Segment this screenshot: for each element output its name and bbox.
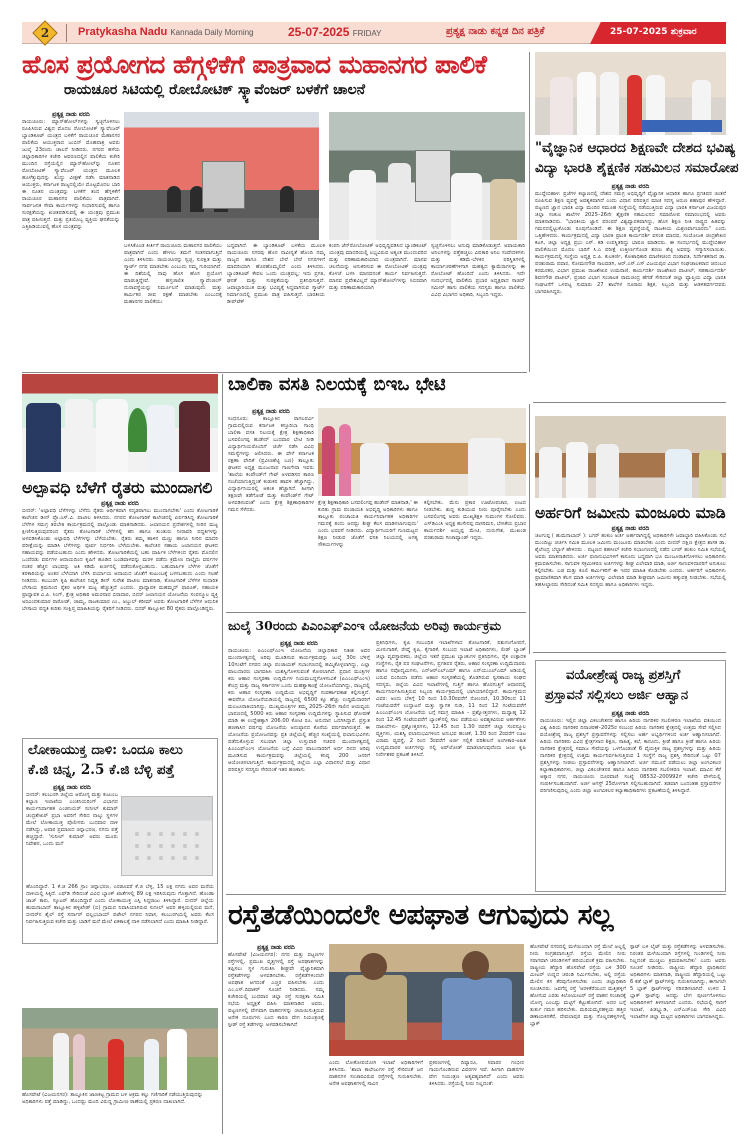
robotic-subheadline: ರಾಯಚೂರ ಸಿಟಿಯಲ್ಲಿ ರೋಬೋಟಿಕ್ ಸ್ಕ್ಯಾವೆಂಜರ್ ಬಳಕೆಗೆ ಚಾಲನೆ <box>64 82 366 98</box>
land-photo <box>535 416 726 498</box>
field-visit-caption: ಹೊಸಪೇಟೆ (ವಿಜಯನಗರ): ತಾಲ್ಲೂಕಿನ ಜಾಣಕಟ್ಟ ಗ್ರಾಮದ ಬಳಿ ಅಕ್ರಮ ಕಲ್ಲು ಗಣಿಗಾರಿಕೆ ನಡೆಯುತ್ತಿರುವುದನ್ನು ಅಧಿಕಾರಿಗಳು ಪತ್ತೆ ಮಾಡಿದ್ದು, ಒಂದಷ್ಟು ಮಂದಿ ವಿರುದ್ಧ ಗ್ರಾಮೀಣ ಠಾಣೆಯಲ್ಲಿ ಪ್ರಕರಣ ದಾಖಲಾಗಿದೆ. <box>22 1092 203 1105</box>
road-accident-body-col1: ಹೊಸಪೇಟೆ (ವಿಜಯನಗರ): ನಗರ ಮತ್ತು ಪಟ್ಟಣಗಳ ರಸ್ತೆಗಳಲ್ಲಿ, ಪ್ರಮುಖ ವೃತ್ತಗಳಲ್ಲಿ ರಸ್ತೆ ಅಪಘಾತಗಳನ್ನು ತಪ್ಪಿಸಲು ಸ್ಥಳ ಗುರುತಿಸಿ ಶೀಘ್ರವೇ ವೈಜ್ಞಾನಿಕವಾಗಿ ರಸ್ತೆತಡೆಗಳನ್ನು ಅಳವಡಿಸಬೇಕು. ರಸ್ತೆತಡೆಗಳಿಂದಲೇ ಅಪಘಾತ ಆಗದಂತೆ ಎಚ್ಚರ ವಹಿಸಬೇಕು ಎಂದು ಎಂ.ಎಸ್.ದಿವಾಕರ್ ಸೂಚನೆ ನೀಡಿದರು. ನಮ್ಮ ಕಚೇರಿಯಲ್ಲಿ ಬುಧವಾರ ಜಿಲ್ಲಾ ರಸ್ತೆ ಸುರಕ್ಷತಾ ಸಮಿತಿ ಸಭೆಯ ಅಧ್ಯಕ್ಷತೆ ವಹಿಸಿ ಮಾತನಾಡಿದ ಅವರು, ಪಟ್ಟಣಗಳಲ್ಲಿ ವೇಗವಾಗಿ ವಾಹನಗಳನ್ನು ಚಲಾಯಿಸುತ್ತಿರುವ ಅನೇಕ ದೂರುಗಳು ಬಂದ ಕಾರಣ ವೇಗ ನಿಯಂತ್ರಣಕ್ಕೆ ಸ್ಪೀಡ್ ರಸ್ತೆ ತಡೆಗಳನ್ನು ಅಳವಡಿಸಬೇಕಾಗಿದೆ <box>228 952 324 1028</box>
column-divider <box>529 52 530 372</box>
hostel-byline: ಪ್ರತ್ಯಕ್ಷ ನಾಡು ವರದಿ <box>252 408 290 415</box>
pmfme-body-col1: ರಾಯಚೂರು: ಪಿಎಂಎಫ್‌ಎಂಇ ಯೋಜನೆಯ ಜಿಲ್ಲಾಧಿಕಾರಿ ನಿತೀಶ ಅವರ ಮುಂದಾಳತ್ವದಲ್ಲಿ ಅರಿವು ಮೂಡಿಸುವ ಕಾರ್ಯಕ್ರಮವನ್ನು ಜುಲೈ 30ರ ಬೆಳಿಗ್ಗೆ 10ಗಂಟೆಗೆ ನಗರದ ಜಿಲ್ಲಾ ಪಂಚಾಯತ್ ಸಭಾಂಗಣದಲ್ಲಿ ಹಮ್ಮಿಕೊಳ್ಳಲಾಗಿದ್ದು, ಎಲ್ಲಾ ಪಾಲುದಾರರು ಭಾಗವಹಿಸಿ ಯಶಸ್ವಿಗೊಳಿಸುವಂತೆ ಕೋರಲಾಗಿದೆ. ಪ್ರಧಾನ ಮಂತ್ರಿಗಳ ಕಿರು ಆಹಾರ ಸಂಸ್ಕರಣಾ ಉದ್ದಿಮೆಗಳ ನಿಯಮಬದ್ಧಗೊಳಿಸುವಿಕೆ (ಪಿಎಂಎಫ್‌ಎಂಇ) ಕೇಂದ್ರ ಮತ್ತು ರಾಜ್ಯ ಸರ್ಕಾರಗಳ ಒಂದು ಮಹತ್ವಾಕಾಂಕ್ಷೆ ಯೋಜನೆಯಾಗಿದ್ದು, ರಾಜ್ಯದಲ್ಲಿ ಕಿರು ಆಹಾರ ಸಂಸ್ಕರಣಾ ಉದ್ದಿಮೆಯ ಅಭಿವೃದ್ಧಿಗೆ ಸುವರ್ಣಾವಕಾಶ ಕಲ್ಪಿಸುತ್ತದೆ. ಈವರೆಗೂ ಯೋಜನೆಯಡಿಯಲ್ಲಿ ರಾಜ್ಯದಲ್ಲಿ 6500 ಕ್ಕೂ ಹೆಚ್ಚು ಉದ್ದಿಮೆದಾರರಿಗೆ ಮಂಜೂರಾತಿಯಾಗಿದ್ದು, ಮುಖ್ಯಮಂತ್ರಿಗಳ ತಮ್ಮ 2025–26ನೇ ಸಾಲಿನ ಆಯವ್ಯಯ ಭಾಷಣದಲ್ಲಿ 5000 ಕಿರು ಆಹಾರ ಸಂಸ್ಕರಣಾ ಉದ್ದಿಮೆಗಳನ್ನು ಸ್ಥಾಪಿಸುವ ಘೋಷಣೆ ಮಾಡಿ ಈ ಉದ್ದೇಶಕ್ಕಾಗಿ 206.00 ಕೋಟಿ ರೂ. ಅನುದಾನ ಒದಗಿಸಿದ್ದಾರೆ. ಪ್ರಸ್ತುತ ಹಣಕಾಸಿನ ವರ್ಷವು ಯೋಜನೆಯ ಅನುಷ್ಠಾನದ ಕೊನೆಯ ವರ್ಷವಾಗಿರುತ್ತದೆ. ಈ ಯೋಜನೆಯ ಪ್ರಯೋಜನವನ್ನು ಪ್ರತಿ ಜಿಲ್ಲೆಯಲ್ಲಿ ಹೆಚ್ಚಿನ ಸಂಖ್ಯೆಯಲ್ಲಿ ಫಲಾನುಭವಿಗಳು ಪಡೆದುಕೊಳ್ಳುವ ಸಲುವಾಗಿ ಜಿಲ್ಲಾ ಉಸ್ತುವಾರಿ ಸಚಿವರ ಮುಂದಾಳತ್ವದಲ್ಲಿ ಪಿಎಂಎಫ್‌ಎಂಇ ಯೋಜನೆಯ ಬಗ್ಗೆ ವಿವಿಧ ಪಾಲುದಾರರಿಗೆ ಅರ್ಧ ದಿನದ ಅರಿವು ಮೂಡಿಸುವ ಕಾರ್ಯಕ್ರಮವನ್ನು ಜಿಲ್ಲೆಯಲ್ಲಿ ಕನಿಷ್ಠ 200 ಜನರಿಗೆ ಆಯೋಜಿಸಲಾಗುತ್ತಿದೆ. ಕಾರ್ಯಕ್ರಮದಲ್ಲಿ ಜಿಲ್ಲೆಯ ಎಲ್ಲಾ ವಿಧಾನಸಭೆ ಮತ್ತು ವಿಧಾನ ಪರಿಷತ್ತಿನ ಸದಸ್ಯರು ಸೇರಿದಂತೆ ಇತರ ಹಣಕಾಸು <box>228 648 370 773</box>
robotic-body-col5: ಸ್ವಚ್ಛಗೊಳಿಸಲು ಅನುವು ಮಾಡಿಕೊಡುತ್ತದೆ. ಅಪಾಯಕಾರಿ ಅನಿಲಗಳನ್ನು ಪತ್ತೆಹಚ್ಚಲು ವಿಷಕಾರಿ ಅನಿಲ ಸಂವೇದಕಗಳು ಮತ್ತು ಕಡಿಮೆ-ಬೆಳಕಿನ ಪರಿಸ್ಥಿತಿಗಳಲ್ಲಿ ಕಾರ್ಯಾಚರಣೆಗಳಿಗಾಗಿ ಮಹತ್ವದ ಕ್ಯಾಮೆರಾಗಳನ್ನು ಈ ರೋಬೋಟ್ ಹೊಂದಿದೆ ಎಂದು ತಿಳಿಸಿದರು. ಇದೇ ಸಂದರ್ಭದಲ್ಲಿ ಪಾಲಿಕೆಯ ಪ್ರಭಾರ ಅಧ್ಯಕ್ಷರಾದ ಸಾಜಿದ್ ಸಮೀರ್ ಹಾಗು ಪಾಲಿಕೆಯ ಸದಸ್ಯರು ಹಾಗೂ ಪಾಲಿಕೆಯ ವಿವಿಧ ವಿಭಾಗದ ಅಧಿಕಾರಿ, ಸಿಬ್ಬಂದಿ ಇದ್ದರು. <box>431 243 525 298</box>
paper-name <box>78 26 254 38</box>
lokayukta-headline-line2: ಕೆ.ಜಿ ಚಿನ್ನ, 2.5 ಕೆ.ಜಿ ಬೆಳ್ಳಿ ಪತ್ತೆ <box>28 762 175 778</box>
page-number: 2 <box>40 26 50 40</box>
senior-award-headline-line2: ಪ್ರಸ್ತಾವನೆ ಸಲ್ಲಿಸಲು ಅರ್ಜಿ ಆಹ್ವಾನ <box>545 688 689 703</box>
robotic-photo-crowd <box>329 112 525 240</box>
issue-date-text: 25-07-2025 <box>288 25 350 39</box>
farmers-body: ಬೀದರ್: 'ಅಲ್ಪಾವಧಿ ಬೆಳೆಗಳನ್ನು ಬೆಳೆದು ರೈತರು ಆರ್ಥಿಕವಾಗಿ ಸದೃಢರಾಗಲು ಮುಂದಾಗಬೇಕು' ಎಂದು ತೋಟಗಾರಿಕೆ ಕಾಲೇಜಿನ ಡೀನ್ ಪ್ರೊ.ಎಸ್.ವಿ. ಪಾಟೀಲ ತಿಳಿಸಿದರು. ನಗರದ ತೋಟಗಾರಿಕೆ ಕಾಲೇಜಿನಲ್ಲಿ ಏರ್ಪಡಿಸಿದ್ದ ತೋಟಗಾರಿಕೆ ಬೆಳೆಗಳ ಸಮಗ್ರ ತರಬೇತಿ ಕಾರ್ಯಕ್ರಮದಲ್ಲಿ ಪಾಲ್ಗೊಂಡು ಮಾತನಾಡಿದರು. ಜಲಾನಯನ ಪ್ರದೇಶಗಳಲ್ಲಿ ನೀರಿನ ಮಟ್ಟ ಕ್ಷೀಣಿಸುತ್ತಿರುವುದರಿಂದ ರೈತರು ತೋಟಗಾರಿಕೆ ಬೆಳೆಗಳಲ್ಲಿ ಹನಿ ಹಾಗೂ ತುಂತುರು ನೀರಾವರಿ ಪದ್ಧತಿಗಳನ್ನು ಅಳವಡಿಸಿಕೊಂಡು ಅಲ್ಪಾವಧಿ ಬೆಳೆಗಳನ್ನು ಬೆಳೆಯಬೇಕು. ರೈತರು ತಮ್ಮ ಹಾಳಿನ ಮಣ್ಣು ಹಾಗೂ ನೀರಿನ ಮಾದರಿ ಪರೀಕ್ಷೆಯನ್ನು ಮಾಡಿಸಿ ಬೆಳೆಗಳನ್ನು ಪೂರ್ವ ನಿರ್ಧರಿಸಿ ಬೆಳೆಯಬೇಕು. ಕಾಲೇಜಿನ ಸಹಾಯ ಜಲಾನಯನ ಘಟಕದ ಸಹಾಯವನ್ನು ಪಡೆಯಬಹುದು ಎಂದು ಹೇಳಿದರು. ತೋಟಗಾರಿಕೆಯಲ್ಲಿ ಬಹು ವಾರ್ಷಿಕ ಬೆಳೆಗಳಿಂದ ರೈತರು ಮೊದಲಿನ ಒಂದೆರಡು ವರ್ಷಗಳ ಆದಾಯದಿಂದ ಕೃಷಿಗೆ ಹೂಡಿದ ಬಂಡವಾಳವನ್ನು ಮರಳಿ ಪಡೆದು ಕ್ರಮೇಣ ನಾಲ್ಕೈದು ವರ್ಷಗಳ ನಂತರ ಹೆಚ್ಚಿನ ಲಾಭವನ್ನು ಅತಿ ಕಡಿಮೆ ಖರ್ಚಿನಲ್ಲಿ ಪಡೆದುಕೊಳ್ಳಬಹುದು. ಬಹುವಾರ್ಷಿಕ ಬೆಳೆಗಳ ಜೊತೆಗೆ ತರಕಾರಿಯನ್ನು ಅಂತರ ಬೆಳೆಯಾಗಿ ಬೆಳೆಸಿ ಪರ್ಯಾಯ ಆದಾಯದ ಜೊತೆಗೆ ಕುಟುಂಬಕ್ಕೆ ಬಳಸಬಹುದು ಎಂದು ಸಲಹೆ ನೀಡಿದರು. ಕಲಬುರಗಿ ಕೃಷಿ ಕಾಲೇಜಿನ ನಿವೃತ್ತ ಡೀನ್ ಸುರೇಶ ಪಾಟೀಲ ಮಾತನಾಡಿ, ತೋಟಗಾರಿಕೆ ಬೆಳೆಗಳ ಸುಧಾರಿತ ಬೇಸಾಯ ಕ್ರಮದಿಂದ ರೈತರ ಆರ್ಥಿಕ ಮಟ್ಟ ಹೆಚ್ಚುತ್ತದೆ ಎಂದರು. ಪ್ರಾಧ್ಯಾಪಕ ಮಹಮ್ಮದ್ ಫಾರೂಕ್, ಸಹಾಯಕ ಪ್ರಾಧ್ಯಾಪಕ ವಿ.ಪಿ. ಸಿಂಗ್, ಕ್ಷೇತ್ರ ಅಧಿಕಾರಿ ಅಮರನಾಥ ಬಿರಾದಾರ, ಬಿದರ್ ಜಲಾನಯನ ಯೋಜನೆಯ ಸಂಪನ್ಮೂಲ ವ್ಯಕ್ತಿ ಅರವಿಂದಕುಮಾರ ರಾಠೋಡ್, ಚಾಮ್ಯ, ರಾಜಕುಮಾರ ಎಂ., ಅಬ್ದುಲ್ ಕರೀಮ್ ಅವರು ತೋಟಗಾರಿಕೆ ಬೆಳೆಗಳ ಆಧುನಿಕ ಬೇಸಾಯ ಪದ್ಧತಿ ಕುರಿತು ಸಂಕ್ಷಿಪ್ತ ಮಾಹಿತಿಯನ್ನು ರೈತರಿಗೆ ನೀಡಿದರು. ಬಿದರ್ ತಾಲ್ಲೂಕಿನ 80 ರೈತರು ಪಾಲ್ಗೊಂಡಿದ್ದರು. <box>22 508 218 612</box>
lokayukta-headline-line1: ಲೋಕಾಯುಕ್ತ ದಾಳಿ: ಒಂದೂ ಕಾಲು <box>28 742 183 758</box>
section-divider <box>533 402 726 403</box>
hostel-photo <box>318 408 526 496</box>
senior-award-body: ರಾಯಚೂರು: ಇಲ್ಲಿನ ಜಿಲ್ಲಾ ವಿಕಲಚೇತನರ ಹಾಗೂ ಹಿರಿಯ ನಾಗರಿಕರ ಸಬಲೀಕರಣ ಇಲಾಖೆಯ ವತಿಯಿಂದ ವಿಶ್ವ ಹಿರಿಯ ನಾಗರಿಕರ ದಿನಾಚರಣೆ–2025ರ ಸಂಬಂಧ ಹಿರಿಯ ನಾಗರಿಕರ ಕ್ಷೇತ್ರದಲ್ಲಿ ಉತ್ತಮ ಸೇವೆ ಸಲ್ಲಿಸಿದ ವಯೋಶ್ರೇಷ್ಠ ರಾಜ್ಯ ಪ್ರಶಸ್ತಿಗೆ ಪ್ರಸ್ತಾವನೆಗಳನ್ನು ಸಲ್ಲಿಸಲು ಅರ್ಹ ಅಭ್ಯರ್ಥಿಗಳಿಂದ ಅರ್ಜಿ ಆಹ್ವಾನಿಸಲಾಗಿದೆ. ಹಿರಿಯ ನಾಗರಿಕರು ವಿವಿಧ ಕ್ಷೇತ್ರಗಳಾದ ಶಿಕ್ಷಣ, ಸಾಹಿತ್ಯ, ಕಲೆ, ಕಾನೂನು, ಕ್ರೀಡೆ ಹಾಗೂ ಕ್ರೀಡೆ ಹಾಗೂ ಹಿರಿಯ ನಾಗರಿಕರ ಕ್ಷೇತ್ರದಲ್ಲಿ ಸಮಾಜ ಸೇವೆಯನ್ನು ಒಳಗೊಂಡಂತೆ 6 ವೈಯಕ್ತಿಕ ರಾಜ್ಯ ಪ್ರಶಸ್ತಿಗಳನ್ನು ಮತ್ತು ಹಿರಿಯ ನಾಗರಿಕರ ಕ್ಷೇತ್ರದಲ್ಲಿ ಉತ್ತಮ ಕಾರ್ಯನಿರ್ವಹಿಸುತ್ತಿರುವ 1 ಸಂಸ್ಥೆಗೆ ರಾಜ್ಯ ಪ್ರಶಸ್ತಿ ಸೇರಿದಂತೆ ಒಟ್ಟು 07 ಪ್ರಶಸ್ತಿಗಳನ್ನು ನೀಡಲು ಪ್ರಸ್ತಾವನೆಗಳನ್ನು ಆಹ್ವಾನಿಸಲಾಗಿದೆ. ಅರ್ಜಿ ನಮೂನೆ ಪಡೆಯಲು ಜಿಲ್ಲಾ ಅಂಗವಿಕಲರ ಕಲ್ಯಾಣಾಧಿಕಾರಿಗಳು, ಜಿಲ್ಲಾ ವಿಕಲಚೇತನರ ಹಾಗೂ ಹಿರಿಯ ನಾಗರಿಕರ ಸಬಲೀಕರಣ ಇಲಾಖೆ, ಮಾವಿನ ಕೆರೆ ಅಕ್ಕಾದ ನಗರ, ರಾಯಚೂರು ದೂರವಾಣಿ ಸಂಖ್ಯೆ 08532–200992ಗೆ ಕಚೇರಿ ವೇಳೆಯಲ್ಲಿ ಸಂಪರ್ಕಿಸಬಹುದಾಗಿದೆ. ಅರ್ಜಿ ಆಗಸ್ಟ್ 25ರೊಳಗಾಗಿ ಸಲ್ಲಿಸಬಹುದಾಗಿದೆ. ತಡವಾಗಿ ಬಂದಂತಹ ಪ್ರಸ್ತಾವನೆಗಳ ಪರಿಗಣಿಸುವುದಿಲ್ಲ ಎಂದು ಜಿಲ್ಲಾ ಅಂಗವಿಕಲರ ಕಲ್ಯಾಣಾಧಿಕಾರಿಗಳು ಪ್ರಕಟಣೆಯಲ್ಲಿ ತಿಳಿಸಿದ್ದಾರೆ. <box>540 718 721 794</box>
column-divider <box>222 374 223 1134</box>
section-divider <box>22 372 527 373</box>
paper-name-kannada: ಪ್ರತ್ಯಕ್ಷ ನಾಡು ಕನ್ನಡ ದಿನ ಪತ್ರಿಕೆ <box>446 26 545 37</box>
robotic-body-col2: ಬಳಸಿಕೊಂಡ ಕೀರ್ತಿಗೆ ರಾಯಚೂರು ಮಹಾನಗರ ಪಾಲಿಕೆಯು ಪಾತ್ರವಾಗಿದೆ ಎಂದು ಹೇಳಲು ತಮಗೆ ಸಂತಸವಾಗುತ್ತಿದೆ ಎಂದು ತಿಳಿಸಿದರು. ರಾಯಚೂರನ್ನು ಸ್ವಚ್ಛ, ಸುರಕ್ಷಿತ ಮತ್ತು ಸ್ಮಾರ್ಟ್ ನಗರ ಮಾಡಬೇಕು ಎಂಬುದು ನಮ್ಮ ಗುರಿಯಾಗಿದೆ. ಈ ದಿಶೆಯಲ್ಲಿ ನಾವು ಹೊಸ ಹೊಸ ಪ್ರಯೋಗ ಮಾಡುತ್ತಿದ್ದೇವೆ. ಹಸ್ತಚಾಲಿತ ಸ್ಕ್ಯಾವೆಂಜಿಂಗ್ ದುರಾವಸ್ಥೆಯನ್ನು ನಿರ್ಮೂಲನೆ ಮಾಡುವುದು ಮತ್ತು ಕಾರ್ಮಿಕರ ಜೀವ ರಕ್ಷಣೆ ಮಾಡಬೇಕು ಎಂಬುದಕ್ಕೆ ಮಹಾನಗರ ಪಾಲಿಕೆಯು <box>124 243 222 305</box>
pmfme-body-col2: ಪ್ರತಿನಿಧಿಗಳು, ಕೃಷಿ ಸಂಬಂಧಿತ ಇಲಾಖೆಗಳಾದ ತೋಟಗಾರಿಕೆ, ಪಶುಸಂಗೋಪನೆ, ಮೀನುಗಾರಿಕೆ, ರೇಷ್ಮೆ ಕೃಷಿ, ಕೈಗಾರಿಕೆ, ಸಂಬಂಧ ಇಲಾಖೆ ಅಧಿಕಾರಿಗಳು, ಲೀಡ್ ಬ್ಯಾಂಕ್ ಜಿಲ್ಲಾ ವ್ಯವಸ್ಥಾಪಕರು, ಜಿಲ್ಲೆಯ ಇತರೆ ಪ್ರಮುಖ ಬ್ಯಾಂಕುಗಳ ಪ್ರತಿನಿಧಿಗಳು, ರೈತ ಉತ್ಪಾದಕ ಸಂಸ್ಥೆಗಳು, ರೈತ ಪರ ಸಂಘಟನೆಗಳು, ಪ್ರಗತಿಪರ ರೈತರು, ಆಹಾರ ಸಂಸ್ಕರಣಾ ಉದ್ದಿಮೆದಾರರು ಹಾಗೂ ನವೋದ್ಯಮಿಗಳು, ಎನ್‌ಆರ್‌ಎಲ್‌ಎಮ್ ಹಾಗೂ ಎನ್‌ಯುಎಲ್‌ಎಮ್ ಅಡಿಯಲ್ಲಿ ಬರುವ ಬಿಂದಿಯಾ ಪಡೆದು ಆಹಾರ ಸಂಸ್ಕರಣೆಯಲ್ಲಿ ತೊಡಗಿರುವ ಸ್ವಸಹಾಯ ಸಂಘದ ಸದಸ್ಯರು, ಜಿಲ್ಲೆಯ ವಿವಿಧ ಇಲಾಖೆಗಳಲ್ಲಿ ಗುತ್ತಿಗೆ ಹಾಗೂ ಹೊರಗುತ್ತಿಗೆ ಆಧಾರದಲ್ಲಿ ಕಾರ್ಯನಿರ್ವಹಿಸುತ್ತಿರುವ ಸಿಬ್ಬಂದಿ ಕಾರ್ಯಕ್ರಮದಲ್ಲಿ ಭಾಗಿಯಾಗಲಿದ್ದಾರೆ. ಕಾರ್ಯಕ್ರಮದ ವಿವರ: ಅಂದು ಬೆಳಿಗ್ಗೆ 10 ರಿಂದ 10.30ರವರೆಗೆ ನೋಂದಣಿ, 10.30ರಿಂದ 11 ಗಂಟೆಯವರೆಗೆ ಉದ್ಘಾಟನೆ ಮತ್ತು ಸ್ವಾಗತ ನುಡಿ, 11 ರಿಂದ 12 ಗಂಟೆಯವರೆಗೆ ಪಿಎಂಎಫ್‌ಎಂಇ ಯೋಜನೆಯ ಬಗ್ಗೆ ಸಮಗ್ರ ಮಾಹಿತಿ – ಪ್ರಶ್ನೋತ್ತರಗಳು, ಮಧ್ಯಾಹ್ನ 12 ರಿಂದ 12.45 ಗಂಟೆಯವರೆಗೆ ಬ್ಯಾಂಕ್‌ನಲ್ಲಿ ಸಾಲ ಪಡೆಯಲು ಅವಶ್ಯಕವಿರುವ ಅರ್ಹತೆಗಳು ದಾಖಲೆಗಳು- ಪ್ರಶ್ನೋತ್ತರಗಳು, 12.45 ರಿಂದ 1.30 ರವರೆಗೆ ಜಿಲ್ಲಾ ಸಂಪನ್ಮೂಲ ವ್ಯಕ್ತಿಗಳು, ಯಶಸ್ವಿ ಫಲಾನುಭವಿಗಳಿಂದ ಅನುಭವ ಹಂಚಿಕೆ, 1.30 ರಿಂದ 2ರವರೆಗೆ ಊಟ ವಿರಾಮ ವ್ಯವಸ್ಥೆ, 2 ರಿಂದ 3ರವರೆಗೆ ಅರ್ಜಿ ಸಲ್ಲಿಕೆ ಪರಿಶೀಲನೆ ಅಂಗೀಕಾರ-ಅಹಿತ ಉದ್ಯಮದಾರರ ಅರ್ಜಿಗಳನ್ನು ನಲ್ಲಿ ಅಪ್‌ಲೋಡ್ ಮಾಡಲಾಗುವುದೆಂದು ಜಂಟಿ ಕೃಷಿ ನಿರ್ದೇಶಕರ ಪ್ರಕಟಣೆ ತಿಳಿಸಿದೆ. <box>376 640 526 758</box>
hostel-headline: ಬಾಲಿಕಾ ವಸತಿ ನಿಲಯಕ್ಕೆ ಬಿಇಒ ಭೇಟಿ <box>228 374 446 395</box>
pmfme-headline: ಜುಲೈ 30ರಂದು ಪಿಎಂಎಫ್‌ಎಂಇ ಯೋಜನೆಯ ಅರಿವು ಕಾರ್ಯಕ್ರಮ <box>228 618 502 633</box>
robotic-byline: ಪ್ರತ್ಯಕ್ಷ ನಾಡು ವರದಿ <box>52 111 90 118</box>
lokayukta-body-col1: ಬೀದರ್: ಕಲಬುರಗಿ ಜಿಲ್ಲೆಯ ಆರೋಗ್ಯ ಮತ್ತು ಕುಟುಂಬ ಕಲ್ಯಾಣ ಇಲಾಖೆಯ ಎಂಜಿನಿಯರಿಂಗ್ ವಿಭಾಗದ ಕಾರ್ಯನಿರ್ವಾಹಕ ಎಂಜಿನಿಯರ್ ಸುನೀಲ್ ಕುಮಾರ್ ಚಂದ್ರಶೇಖರ್ ಪ್ರಭಾ ಅವರಿಗೆ ಸೇರಿದ ನಾಲ್ಕು ಸ್ಥಳಗಳ ಮೇಲೆ ಲೋಕಾಯುಕ್ತ ಪೊಲೀಸರು ಬುಧವಾರ ದಾಳಿ ನಡೆಸಿದ್ದು, ಅಪಾರ ಪ್ರಮಾಣದ ಚಿನ್ನಾಭರಣ, ನಗದು ಪತ್ತೆ ಹಚ್ಚಿದ್ದಾರೆ. 'ಸುನೀಲ್ ಕುಮಾರ್ ಅವರು ಮೂರು ನಿವೇಶನ, ಒಂದು ಮನೆ <box>26 792 118 847</box>
column-divider <box>529 404 530 654</box>
section-divider <box>226 612 526 613</box>
land-body: ಚಿಟಗುಪ್ಪ ( ಹುಮನಾಬಾದ್ ): ಬಗರ್ ಹುಕುಂ ಅರ್ಜಿ ಅರ್ಹರಾಗಿದ್ದಲ್ಲಿ ಅಧಿಕಾರಿಗಳೇ ಜವಾಬ್ದಾರಿ ವಹಿಸಿಕೊಂಡು ಸಭೆ ಮುಂದಿಟ್ಟು ಚರ್ಚಿಸಿ ಸಮಿತಿ ಮೂಲಕ ಜಮೀನು ಮಂಜೂರು ಮಾಡಬೇಕು ಎಂದು ಬೀದರ್ ದಕ್ಷಿಣ ಕ್ಷೇತ್ರದ ಶಾಸಕ ಡಾ. ಶೈಲೇಂದ್ರ ಬೆಲ್ದಾಳೆ ಹೇಳಿದರು . ಪಟ್ಟಣದ ತಹಸೀಲ್ ಕಚೇರಿ ಸಭಾಂಗಣದಲ್ಲಿ ನಡೆದ ಬಗರ್ ಹುಕುಂ ಸಮಿತಿ ಸಭೆಯಲ್ಲಿ ಅವರು ಮಾತನಾಡಿದರು. ಅರ್ಜಿ ಫಲಾನುಭವಿಗಳಿಗೆ ಕಾನೂನು ಬದ್ಧವಾಗಿ ಭೂ ಮಂಜೂರಾತಿಗೊಳಿಸಲು ಅಧಿಕಾರಿಗಳು ಕ್ರಮವಹಿಸಬೇಕು. ಸಾಗುವಳಿ ಸಕ್ರಮೀಕರಣ ಅರ್ಜಿಗಳನ್ನು ಶೀಘ್ರ ವಿಲೇವಾರಿ ಮಾಡಿ, ಅರ್ಜಿ ಸಾಗುವಳಿದಾರರಿಗೆ ಅನುಕೂಲ ಕಲ್ಪಿಸಬೇಕು. ಬಡ ಮತ್ತು ಕೂಲಿ ಕಾರ್ಮಿಕರಿಗೆ ಈ ಇದರ ಮಾಹಿತಿ ಕೊಡಬೇಕು ಎಂದರು. ಅರ್ಹರಿಗೆ ಅಧಿಕಾರಿಗಳು ಪ್ರಾಮಾಣಿಕವಾಗಿ ಕೆಲಸ ಮಾಡಿ ಅರ್ಜಿಗಳನ್ನು ವಿಲೇವಾರಿ ಮಾಡಿ ಶೀಘ್ರವಾಗಿ ಜಮೀನು ಹಕ್ಕುಪತ್ರ ನೀಡಬೇಕು. ಸಭೆಯಲ್ಲಿ ತಹಸೀಲ್ದಾರರು ಸೇರಿದಂತೆ ಸಮಿತಿ ಸದಸ್ಯರು ಹಾಗೂ ಅಧಿಕಾರಿಗಳು ಇದ್ದರು. <box>535 533 726 588</box>
pmfme-byline: ಪ್ರತ್ಯಕ್ಷ ನಾಡು ವರದಿ <box>280 640 318 647</box>
farmers-headline: ಅಲ್ಪಾವಧಿ ಬೆಳೆಗೆ ರೈತರು ಮುಂದಾಗಲಿ <box>22 478 213 497</box>
masthead-divider <box>66 24 67 42</box>
farmers-photo <box>22 374 218 472</box>
vidya-bharati-byline: ಪ್ರತ್ಯಕ್ಷ ನಾಡು ವರದಿ <box>611 183 650 190</box>
section-divider <box>226 894 726 895</box>
road-accident-photo <box>329 944 524 1056</box>
issue-date <box>288 25 381 39</box>
hostel-body-col3: ಕಲ್ಪಿಸಬೇಕು. ಮೆನು ಪ್ರಕಾರ ಊಟೋಪಚಾರ, ಉಟದ ನೀಡಬೇಕು. ಶುದ್ಧ ಕುಡಿಯುವ ನೀರು ಪೂರೈಸಬೇಕು ಎಂದು ಬಸವಲಿಂಗಪ್ಪ ಅವರು ಮುಖ್ಯಶಿಕ್ಷಕಿ ಸುಮಂಗಳ ಸೋಲಿವರು. ಎಸ್‌ಡಿಎಂಸಿ ಅಧ್ಯಕ್ಷ ಹುಸೇನಪ್ಪ ದಾಸರಿಮನಿ, ಬೇಸಿಕೆಯ ಪ್ರಭಾರ ಕಾರ್ಯದರ್ಶಿ ಅಯ್ಯಪ್ಪ ಮೇಟಿ, ದುರುಗೇಶ, ಮುಖಂಡ ಪರಶುರಾಮ ಗೀಚಾಪ್ಯಾಂಡ್ ಇದ್ದರು. <box>424 500 526 541</box>
vidya-bharati-headline-line1: "ವೈಜ್ಞಾನಿಕ ಆಧಾರದ ಶಿಕ್ಷಣವೇ ದೇಶದ ಭವಿಷ್ಯ <box>535 140 736 156</box>
road-accident-body-col3: ಪ್ರಕರಣಗಳಲ್ಲಿ ದಿವ್ಯಾರೂ, ಸವಾರರ ಗಂಭೀರ ಗಾಯಗೊಂಡಿರುವ ವಿವರಗಳ ಇವೆ. ಹೀಗಾಗಿ ವಾಹನಗಳ ವೇಗ ನಿಯಂತ್ರಣ ಅತ್ಯವಶ್ಯವಾಗಿದೆ' ಎಂದು ಅವರು ತಿಳಿಸಿದರು. ರಸ್ತೆಯಲ್ಲಿ ನೀರು ನಿಲ್ಲದಂತೆ: <box>429 1060 524 1087</box>
land-byline: ಪ್ರತ್ಯಕ್ಷ ನಾಡು ವರದಿ <box>611 525 650 532</box>
vidya-bharati-photo <box>535 52 726 135</box>
paper-name-text: Pratykasha Nadu <box>78 26 168 38</box>
field-visit-photo <box>22 1008 218 1090</box>
farmers-byline: ಪ್ರತ್ಯಕ್ಷ ನಾಡು ವರದಿ <box>101 500 139 507</box>
robotic-body-col1: ರಾಯಚೂರು: ಮ್ಯಾನ್‌ಹೋಲ್‌ಗಳನ್ನು ಸ್ವಚ್ಛಗೊಳಿಸಲು ರೂಪಿಸಿರುವ ವಿಶ್ವದ ಮೊದಲ ರೋಬೋಟಿಕ್ ಸ್ಕ್ಯಾವೆಂಜರ್ ಬ್ಯಾಂಡಿಕೂಟ್ ಯಂತ್ರದ ಬಳಕೆಗೆ ರಾಯಚೂರ ಮಹಾನಗರ ಪಾಲಿಕೆಯ ಆಯುಕ್ತರಾದ ಜುಬಿನ್ ಮೊಹಪಾತ್ರ ಅವರು ಜುಲೈ 23ರಂದು ಚಾಲನೆ ನೀಡಿದರು. ನಗರದ ಹಳೆಯ ಜಿಲ್ಲಾಧಿಕಾರಿಗಳ ಕಚೇರಿ ಆವರಣದಲ್ಲಿನ ಪಾಲಿಕೆಯ ಕಚೇರಿ ಮುಂದಿನ ರಸ್ತೆಯಲ್ಲಿನ ಮ್ಯಾನ್‌ಹೋಲ್‌ನ್ನು ನೂತನ ರೋಬೋಟಿಕ್ ಸ್ಕ್ಯಾವೆಂಜರ್ ಯಂತ್ರದ ಮೂಲಕ ಹೂಳೆತ್ತುವುದನ್ನು ಖುದ್ದು ವೀಕ್ಷಣೆ ನಡೆಸಿ ಮಾತನಾಡಿದ ಆಯುಕ್ತರು, ಕರ್ನಾಟಕ ರಾಜ್ಯದಲ್ಲಿಯೇ ಮೊಟ್ಟಮೊದಲ ಬಾರಿ ಈ ನೂತನ ಯಂತ್ರವನ್ನು ಬಳಕೆಗೆ ತಂದ ಹೆಗ್ಗಳಿಕೆಗೆ ರಾಯಚೂರ ಮಹಾನಗರ ಪಾಲಿಕೆಯು ಪಾತ್ರವಾಗಿದೆ. ಸಾರ್ವಜನಿಕ ಸೇವಾ ಕಾರ್ಯಗಳನ್ನು ಸುಧಾರಿಸುವಲ್ಲಿ ಹಾಗೂ ಸುರಕ್ಷತೆಯನ್ನು ಖಚಿತಪಡಿಸುವಲ್ಲಿ ಈ ಯಂತ್ರವು ಪ್ರಮುಖ ಪಾತ್ರ ವಹಿಸುತ್ತದೆ. ಮತ್ತು ಪ್ರತಿಯೊಬ್ಬ ವ್ಯಕ್ತಿಯ ಘನತೆಯನ್ನು ಎತ್ತಿಹಿಡಿಯುವಲ್ಲಿ ಹೊಸ ಯಂತ್ರವನ್ನು <box>22 119 120 230</box>
vidya-bharati-body: ಮುದ್ದೇಬಿಹಾಳ: ಪ್ರಜೆಗಳ ಕಲ್ಯಾಣದಲ್ಲಿ ದೇಶದ ಸಮಗ್ರ ಅಭಿವೃದ್ಧಿಗೆ ವೈಜ್ಞಾನಿಕ ಆಧಾರಿತ ಹಾಗೂ ಪ್ರಗತಿಪರ ಚಿಂತನೆ ರೂಪಿಸುವ ಶಿಕ್ಷಣ ವ್ಯವಸ್ಥೆ ಅವಶ್ಯಕವಾಗಿದೆ ಎಂದು ವಿಧಾನ ಪರಿಷತ್ತಿನ ಮಾಜಿ ಸದಸ್ಯ ಅರುಣ ಶಹಾಪುರ ಹೇಳಿದ್ದಾರೆ. ಪಟ್ಟಣದ ಜ್ಞಾನ ಭಾರತಿ ವಿದ್ಯಾ ಮಂದಿರ ಸಮೂಹ ಸಂಸ್ಥೆಯಲ್ಲಿ ನಡೆಯುತ್ತಿರುವ ವಿದ್ಯಾ ಭಾರತಿ ಕರ್ನಾಟಕ ವಿಜಯಪುರ ಜಿಲ್ಲಾ ಸಂಕುಲ ಶಾಲೆಗಳ 2025–26ನೇ ಶೈಕ್ಷಣಿಕ ಸಹಮಿಲನದ ಸಮಾರೋಪ ಸಮಾರಂಭದಲ್ಲಿ ಅವರು ಮಾತನಾಡಿದರು. "ಭಾರತೀಯ ಜ್ಞಾನ ಪರಂಪರೆ ವಿಶ್ವವ್ಯಾಪಕವಾಗಿದ್ದು, ಹೊಸ ಶಿಕ್ಷಣ ನೀತಿ ರಾಷ್ಟ್ರದ ಹಿತವನ್ನು ಗಮನದಲ್ಲಿಟ್ಟುಕೊಂಡು ರೂಪುಗೊಂಡಿದೆ. ಈ ಶಿಕ್ಷಣ ವ್ಯವಸ್ಥೆಯಲ್ಲಿ ರಾಜಕೀಯ ಮಿಶ್ರಣವಾಗಬಾರದು" ಎಂದು ಒತ್ತಿಹೇಳಿದರು. ಕಾರ್ಯಕ್ರಮದಲ್ಲಿ ವಿದ್ಯಾ ಭಾರತಿ ಪ್ರಾಂತ ಕಾರ್ಯದರ್ಶಿ ವಸಂತ ಮಾಧವ, ಸಂಯೋಜಕ ಚಂದ್ರಶೇಖರ ಕಟಗಿ, ಜಿಲ್ಲಾ ಅಧ್ಯಕ್ಷ ಪ್ರಭು ಎಸ್. ಕಡಿ ಉಪಸ್ಥಿತರಿದ್ದು ಭಾಷಣ ಮಾಡಿದರು. ಈ ಸಂದರ್ಭದಲ್ಲಿ ಮುದ್ದೇಬಿಹಾಳ ಪಾಲಿಕೆಯಿಂದ ಮೊದಲ ಬಾರಿಗೆ ಸಿ.ಎ ಪರೀಕ್ಷೆ ಉತ್ತೀರ್ಣಗೊಂಡ ಶರಣು ಶೆಟ್ಟಿ ಅವರನ್ನು ಸನ್ಮಾನಿಸಲಾಯಿತು. ಕಾರ್ಯಕ್ರಮದಲ್ಲಿ ಸಂಸ್ಥೆಯ ಅಧ್ಯಕ್ಷ ಬಿ.ಪಿ. ಕುಲಕರ್ಣಿ, ಕೋಶಾಧಿಕಾರಿ ಮಾಣಿಕಚಂದ ದಂಡಾವತಿ, ನಿರ್ದೇಶಕರಾದ ಡಾ. ಪರಶುರಾಮ ಪವಾರ, ಸೋಮನಗೌಡ ಸಾಲವಡಗಿ, ಆರ್‌.ಎಸ್‌.ಎಸ್ ವಿಜಯಪುರ ವಿಭಾಗ ಸಂಘಚಾಲಕರಾದ ಚಿದಂಬರ ಕರಮರಕರ, ವಿಭಾಗ ಪ್ರಮುಖ ರಾಜಶೇಖರ ಉಮರಾಣಿ, ಕಾರ್ಯದರ್ಶಿ ರಾಜಶೇಖರ ಪಾಟೀಲ್, ಸಹಕಾರ್ಯದರ್ಶಿ ಶಿವನಗೌಡ ಪಾಟೀಲ್, ಪ್ರಚಾರ ವಿಭಾಗ ಸಂಚಾಲಕ ರಾಮಚಂದ್ರ ಹೆಗಡೆ ಸೇರಿದಂತೆ ಜಿಲ್ಲಾ ವ್ಯಾಪ್ತಿಯ ವಿದ್ಯಾ ಭಾರತಿ ಸಂಘಟನೆಗೆ ಒಳಪಟ್ಟ ಸುಮಾರು 27 ಶಾಲೆಗಳ ನೂರಾರು ಶಿಕ್ಷಕ, ಸಿಬ್ಬಂದಿ ಮತ್ತು ಆಡಳಿತವರ್ಗದವರು ಭಾಗವಹಿಸಿದ್ದರು. <box>535 191 726 295</box>
senior-award-byline: ಪ್ರತ್ಯಕ್ಷ ನಾಡು ವರದಿ <box>611 710 650 717</box>
road-accident-byline: ಪ್ರತ್ಯಕ್ಷ ನಾಡು ವರದಿ <box>257 944 295 951</box>
issue-day: FRIDAY <box>352 29 382 38</box>
issue-date-kannada: 25-07-2025 ಶುಕ್ರವಾರ <box>610 27 697 37</box>
land-headline: ಅರ್ಹರಿಗೆ ಜಮೀನು ಮಂಜೂರು ಮಾಡಿ <box>535 503 726 522</box>
lokayukta-byline: ಪ್ರತ್ಯಕ್ಷ ನಾಡು ವರದಿ <box>53 784 91 791</box>
paper-tagline: Kannada Daily Morning <box>170 28 254 37</box>
robotic-body-col3: ಬದ್ಧವಾಗಿದೆ. ಈ ಬ್ಯಾಂಡಿಕೂಟ್ ಬಳಕೆಯ ಮೂಲಕ ರಾಯಚೂರು ನಗರವು ಹೊಸ ನಾವೀನ್ಯತೆ ಹೊಂದಿ ನಮ್ಮ ರಾಜ್ಯದ ಹಾಗೂ ದೇಶದ ಬೇರೆ ಬೇರೆ ನಗರಗಳಿಗೆ ಮಾದರಿಯಾಗಿ ಹೊರಹೊಮ್ಮಲಿದೆ ಎಂದು ತಿಳಿಸಿದರು. ಬ್ಯಾಂಡಿಕೂಟ್ ಕೇವಲ ಒಂದು ಯಂತ್ರವಲ್ಲ; ಇದು ಪ್ರಗತಿ, ಘನತೆ ಮತ್ತು ಸುರಕ್ಷತೆಯನ್ನು ಪ್ರತಿನಿಧಿಸುತ್ತದೆ. ಜವಾಬ್ದಾರಿಯುತ ಮತ್ತು ಭವಿಷ್ಯಕ್ಕೆ ಸಿದ್ಧವಾಗಿರುವ ಸ್ಮಾರ್ಟ್ ನಿರ್ಮಾಣದಲ್ಲಿ ಪ್ರಮುಖ ಪಾತ್ರ ವಹಿಸುತ್ತದೆ. ಭಾರತೀಯ ಡೀಪ್‌ಟೆಕ್ <box>227 243 325 305</box>
vidya-bharati-headline-line2: ವಿದ್ಯಾ ಭಾರತಿ ಶೈಕ್ಷಣಿಕ ಸಹಮಿಲನ ಸಮಾರೋಪ <box>535 160 739 176</box>
road-accident-headline: ರಸ್ತೆತಡೆಯಿಂದಲೇ ಅಪಘಾತ ಆಗುವುದು ಸಲ್ಲ <box>228 898 613 931</box>
section-divider <box>533 652 726 653</box>
robotic-headline: ಹೊಸ ಪ್ರಯೋಗದ ಹೆಗ್ಗಳಿಕೆಗೆ ಪಾತ್ರವಾದ ಮಹಾನಗರ ಪಾಲಿಕೆ <box>22 50 487 79</box>
senior-award-headline-line1: ವಯೋಶ್ರೇಷ್ಠ ರಾಜ್ಯ ಪ್ರಶಸ್ತಿಗೆ <box>566 668 681 683</box>
robotic-photo-building <box>124 112 319 240</box>
road-accident-body-col2: ಎಂದು ಲೋಕೋಪಯೋಗಿ ಇಲಾಖೆ ಅಧಿಕಾರಿಗಳಿಗೆ ತಿಳಿಸಿದರು. 'ಶಾಲಾ ಕಾಲೇಜುಗಳ ರಸ್ತೆ ಸೇರಿದಂತೆ ಜನ ವಾಹನಗಳ ಸಂಚಾರವಿರುವ ರಸ್ತೆಗಳಲ್ಲಿ ಗುರುತಿಸಬೇಕು. ಅನೇಕ ಅಪಘಾತಗಳಲ್ಲಿ ಸಾವಿನ <box>329 1060 423 1087</box>
hostel-body-col2: ಕ್ಷೇತ್ರ ಶಿಕ್ಷಣಾಧಿಕಾರಿ ಬಸವಲಿಂಗಪ್ಪ ಹುಡೇದ್ ಮಾತನಾಡಿ,' ಈ ಕುರಿತು ಗ್ರಾಮ ಪಂಚಾಯತಿ ಅಭಿವೃದ್ಧಿ ಅಧಿಕಾರಿಗಳು ಹಾಗೂ ತಾಲ್ಲೂಕು ಪಂಚಾಯತಿ ಕಾರ್ಯನಿರ್ವಾಹಕ ಅಧಿಕಾರಿಗಳ ಗಮನಕ್ಕೆ ತಂದು ಆದಷ್ಟು ಶೀಘ್ರ ಕೆಲಸ ಮಾಡಿಸಲಾಗುವುದು' ಎಂದು ಭರವಸೆ ನೀಡಿದರು. ವಿದ್ಯಾರ್ಥಿನಿಯರಿಗೆ ಗುಣಮಟ್ಟದ ಶಿಕ್ಷಣ ನೀಡುವ ಜೊತೆಗೆ ವಸತಿ ನಿಲಯದಲ್ಲಿ ಅಗತ್ಯ ಸೌಕರ್ಯಗಳನ್ನು <box>318 500 418 548</box>
lokayukta-body-full: ಹೊಂದಿದ್ದಾರೆ. 1 ಕೆ.ಜಿ 266 ಗ್ರಾಂ ಚಿನ್ನಾಭರಣ, ಎರಡೂವರೆ ಕೆ.ಜಿ ಬೆಳ್ಳಿ, 15 ಲಕ್ಷ ನಗದು ಅವರ ಮನೆಯ ದಾಳಿಯಲ್ಲಿ ಸಿಕ್ಕಿದೆ. ಎಫ್‌ಡಿ ಸೇರಿದಂತೆ ವಿವಿಧ ಬ್ಯಾಂಕ್ ಖಾತೆಗಳಲ್ಲಿ 89 ಲಕ್ಷ ಇರಿಸಿರುವುದು ಗೊತ್ತಾಗಿದೆ. ಹೊಂಡಾ ಜಾಜ್ ಕಾರು, ಸ್ಕೂಟರ್ ಹೊಂದಿದ್ದಾರೆ ಎಂದು ಲೋಕಾಯುಕ್ತ ಎಸ್ಪಿ ಸಿದ್ದರಾಜು ತಿಳಿಸಿದ್ದಾರೆ. ಬೀದರ್ ಜಿಲ್ಲೆಯ ಹುಮನಾಬಾದ್ ತಾಲ್ಲೂಕಿನ ಹಳ್ಳಿಖೇಡ್ (ಬಿ) ಗ್ರಾಮದ ನಿವಾಸಿಯಾಗಿರುವ ಸುನೀಲ್ ಅವರ ಹಳ್ಳಿಯಲ್ಲಿರುವ ಮನೆ, ಬೀದರ್‌ನ ಶೈಲ್ ರಸ್ತೆ ಸರ್ದಾರ್ ವಲ್ಲಭಭಾಯ್ ಪಟೇಲ್ ನಗರದ ನಿವಾಸ, ಕಲಬುರಗಿಯಲ್ಲಿ ಅವರು ಕೆಲಸ ನಿರ್ವಹಿಸುತ್ತಿರುವ ಕಚೇರಿ ಮತ್ತು ಬಾಡಿಗೆ ಮನೆ ಮೇಲೆ ಏಕಕಾಲಕ್ಕೆ ದಾಳಿ ನಡೆಸಲಾಗಿದೆ ಎಂದು ಮಾಹಿತಿ ನೀಡಿದ್ದಾರೆ. <box>26 884 214 925</box>
road-accident-body-col5: ಸ್ಪಾಟ್ ಬಳಿ ಲೈಟ್ ಮತ್ತು ರಸ್ತೆತಡೆಗಳನ್ನು ಅಳವಡಿಸಬೇಕು. ನಿರಂತರ ಮಳೆಯಿಂದಾಗಿ ರಸ್ತೆಗಳಲ್ಲಿ ಗುಂಡಿಗಳಲ್ಲಿ ನೀರು ನಿಲ್ಲದಂತೆ ಮುಚ್ಚಲು ಕ್ರಮವಹಿಸಬೇಕು' ಎಂದು ಅವರು ಸೂಚನೆ ನೀಡಿದರು. ರಾಷ್ಟ್ರೀಯ ಹೆದ್ದಾರಿ ಪ್ರಾಧಿಕಾರದ ಅಧಿಕಾರಿಗಳು ಮಾತನಾಡಿ, ರಾಷ್ಟ್ರೀಯ ಹೆದ್ದಾರಿಯಲ್ಲಿ ಒಟ್ಟು 6 ಕಡೆ ಬ್ಲಾಕ್ ಸ್ಪಾಟ್‌ಗಳನ್ನು ಗುರುತಿಸಲಾಗಿದ್ದು, ಈಗಾಗಲೇ 5 ಬ್ಲಾಕ್ ಸ್ಪಾಟ್‌ಗಳನ್ನು ಸರಿಪಡಿಸಲಾಗಿದೆ. ಉಳಿದ 1 ಬ್ಲಾಕ್ ಸ್ಪಾಟ್‌ನ್ನು ಆದಷ್ಟು ಬೇಗ ಪೂರ್ಣಗೊಳಿಸಲು ಅಧಿಕಾರಿಗಳಿಗೆ ತಿಳಿಸಲಾಗಿದೆ ಎಂದರು. ಸಭೆಯಲ್ಲಿ ಸಾರಿಗೆ ಇಲಾಖೆ, ಪಿಡಬ್ಲ್ಯುಡಿ, ಎನ್‌ಎಚ್‌ಎಐ ಸೇರಿ ವಿವಿಧ ಇಲಾಖೆಗಳ ಜಿಲ್ಲಾ ಮಟ್ಟದ ಅಧಿಕಾರಿಗಳು ಭಾಗವಹಿಸಿದ್ದರು. <box>630 944 726 1020</box>
hostel-body-col1: ಸಿಂಧನೂರು: ತಾಲ್ಲೂಕಿನ ರಾಗಲಪರ್ವಿ ಗ್ರಾಮದಲ್ಲಿರುವ ಕರ್ನಾಟಕ ಕಸ್ತೂರಿಬಾ ಗಾಂಧಿ ಬಾಲಿಕಾ ವಸತಿ ನಿಲಯಕ್ಕೆ ಕ್ಷೇತ್ರ ಶಿಕ್ಷಣಾಧಿಕಾರಿ ಬಸವಲಿಂಗಪ್ಪ ಹುಡೇದ್ ಬುಧವಾರ ಭೇಟಿ ನೀಡಿ ವಿದ್ಯಾರ್ಥಿನಿಯರೊಂದಿಗೆ ಚರ್ಚೆ ನಡೆಸಿ ವಿವಿಧ ಸಮಸ್ಯೆಗಳನ್ನು ಆಲಿಸಿದರು. ಈ ವೇಳೆ ಕರ್ನಾಟಕ ರಕ್ಷಣಾ ವೇದಿಕೆ (ಪ್ರವೀಣಶೆಟ್ಟಿ ಬಣ) ತಾಲ್ಲೂಕು ಘಟಕದ ಅಧ್ಯಕ್ಷ ಮಂಜುನಾಥ ಗಾಣಗೇರಾ ಇವರು 'ಶಾಲೆಯ ಕಂಪೌಂಡ್‌ಗೆ ಗೇಟ್ ಅಳವಡಿಸದ ಕಾರಣ ಸಂಜೆಯಾಗುತ್ತಿದ್ದಂತೆ ಕುಡುಕರ ಹಾವಳಿ ಹೆಚ್ಚಾಗಿದ್ದು, ವಿದ್ಯಾರ್ಥಿನಿಯರಲ್ಲಿ ಆತಂಕ ಹೆಚ್ಚಾಗಿದೆ. ಹೀಗಾಗಿ ತಕ್ಷಣವೇ ತಡೆಗೋಡೆ ಮತ್ತು ಕಂಪೌಂಡ್‌ಗೆ ಗೇಟ್ ಅಳವಡಿಸುವಂತೆ' ಎಂದು ಕ್ಷೇತ್ರ ಶಿಕ್ಷಣಾಧಿಕಾರಿಗಳ ಗಮನ ಸೆಳೆದರು. <box>228 416 314 513</box>
road-accident-body-col4: ಹೊಸಪೇಟೆ ನಗರದಲ್ಲಿ ಮಳೆಯಿಂದಾಗಿ ರಸ್ತೆ ಮೇಲೆ ಅಲ್ಲಲ್ಲಿ ನೀರು ಸಂಗ್ರಹವಾಗುತ್ತಿದೆ. ರಸ್ತೆಯ ಮೇಲಿನ ನೀರು ಸರಾಗವಾಗಿ ಚರಂಡಿಗಳಿಗೆ ಹರಿಯುವಂತೆ ಕ್ರಮ ವಹಿಸಬೇಕು. ರಾಷ್ಟ್ರೀಯ ಹೆದ್ದಾರಿ ಹೊಸಪೇಟೆ ರಸ್ತೆಯ ಬಳಿ 300 ಮೀಟರ್ ಉದ್ದದ ಚರಂಡಿ ನಿರ್ಮಿಸಬೇಕು, ಅಲ್ಲಿ ರಸ್ತೆಯ ಮೇಲಿನ ಕಸ ತೆರವುಗೊಳಿಸಬೇಕು ಎಂದು ಜಿಲ್ಲಾಧಿಕಾರಿ ಸೂಚಿಸಿದರು. ಜವಗೆನ್ನ ರಸ್ತೆ 'ಅರಳಿಕೆರೆಯಿಂದ ಮತ್ತಿಹಳ್ಳಿಗೆ ಹೋಗುವ ಎರಡು ಕಿಲೋಮೀಟರ್ ರಸ್ತೆ ವಾಹನ ಸಂಚಾರಕ್ಕೆ ಯೋಗ್ಯ ಎಂಬಷ್ಟು ಮಟ್ಟಿಗೆ ಕೆಟ್ಟುಹೋಗಿದೆ. ಅದರ ಬಗ್ಗೆ ತುರ್ತು ಗಮನ ಹರಿಸಬೇಕು. ಮರಿಯಮ್ಮನಹಳ್ಳಿಯ ಹತ್ತಿರ ಡಣಾಯಕನಕೆರೆ, ದೇವಲಾಪುರ ಮತ್ತು ಗೊಲ್ಲರಹಳ್ಳಿಗಳಲ್ಲಿ ಬ್ಲಾಕ್ <box>530 944 626 1027</box>
robotic-body-col4: ಕಂಪನಿ ಜೆನ್‌ರೋಬೋಟಿಕ್ ಅಭಿವೃದ್ಧಿಪಡಿಸಿದ ಬ್ಯಾಂಡಿಕೂಟ್ ಯಂತ್ರವು ಮಾದರಿಯಲ್ಲಿ ಲಭ್ಯವಿರುವ ಅತ್ಯಂತ ಮುಂದುವರಿದ ಮತ್ತು ಪರಿಣಾಮಕಾರಿಯಾದ ಯಂತ್ರವಾಗಿದೆ. ಮಾನವ ಚಲನೆಯನ್ನು ಅನುಕರಿಸುವ ಈ ರೋಬೋಟಿಕ್ ಯಂತ್ರವು ಕೊಳಚೆ ಬಳಸಿ ಮಾನವನಂತೆ ಕಾರ್ಯ ನಿರ್ವಹಿಸುತ್ತದೆ. ಮಾನವ ಪ್ರವೇಶವಿಲ್ಲದೆ ಮ್ಯಾನ್‌ಹೋಲ್‌ಗಳನ್ನು ಸಿಬಿರವಾಗಿ ಮತ್ತು ಪರಿಣಾಮಕಾರಿಯಾಗಿ <box>329 243 427 291</box>
lokayukta-photo-jewellery <box>121 796 213 876</box>
